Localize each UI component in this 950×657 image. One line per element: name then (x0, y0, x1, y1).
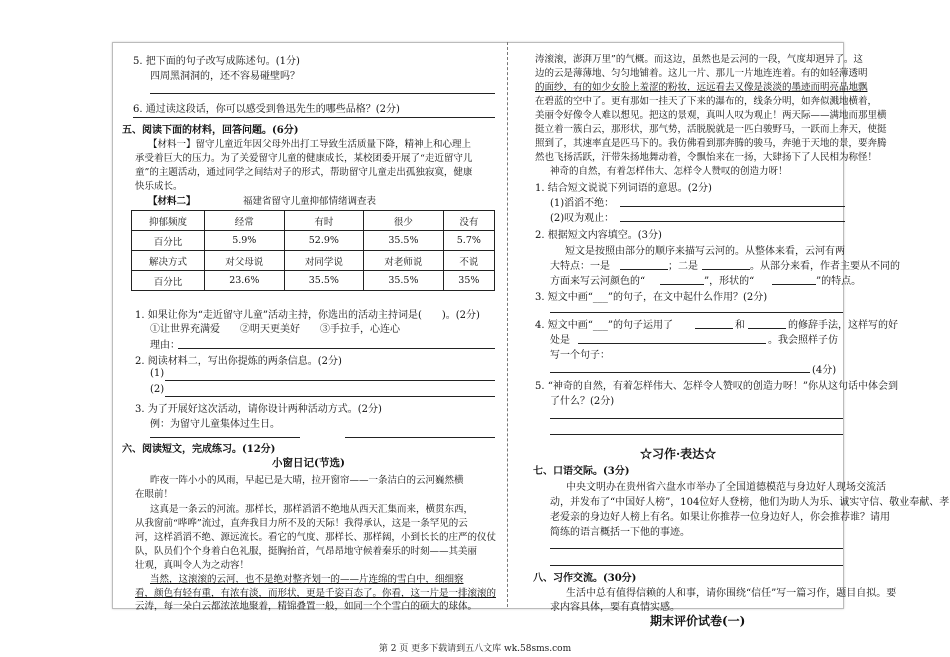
section-6-title: 六、阅读短文，完成练习。(12分) (122, 444, 276, 455)
question-4-part: 和 (735, 320, 745, 331)
question-5-line: 了什么？(2分) (550, 396, 615, 407)
answer-line[interactable] (133, 117, 495, 118)
story-line: 神奇的自然，有着怎样伟大、怎样令人赞叹的创造力呀！ (550, 166, 788, 177)
answer-label: (2) (150, 384, 165, 395)
table-cell: 35.5% (364, 271, 444, 291)
story-line-underlined: 看，颜色有轻有重，有浓有淡，而形状，更是千姿百态了。你看，这一片是一排滚滚的 (135, 588, 497, 599)
question-6: 6. 通过读这段话，你可以感受到鲁迅先生的哪些品格？(2分) (133, 104, 400, 115)
table-cell: 很少 (364, 211, 444, 231)
fill-in-line: 短文是按照由部分的顺序来描写云河的。从整体来看，云河有两 (565, 246, 845, 257)
material-1-line: 快乐成长。 (135, 181, 183, 192)
story-line: 然也飞扬活跃，汗带朱扬地舞动着，令飘怡来在一扬，大肆扬下了人民相为称怪！ (535, 152, 878, 163)
story-line-underlined: 的面纱，有的如少女脸上羞涩的粉妆，远远看去又像是淡淡的墨迹而明亮晶地飘 (535, 82, 868, 93)
table-row (132, 231, 495, 251)
answer-line[interactable] (550, 565, 843, 566)
fill-in-line: ；二是 (668, 261, 698, 272)
table-row-header: 抑郁频度 (132, 211, 205, 231)
section-7-line: 动，并发布了“中国好人榜”，104位好人登榜，他们为助人为乐、诚实守信、敬业奉献、孝 (550, 497, 950, 508)
story-line: 河，这样滔滔不绝、源远流长。看它的气度、那样长、那样阔，小到长长的庄严的仪仗 (135, 532, 497, 543)
table-cell: 5.9% (205, 231, 285, 251)
answer-line[interactable] (165, 396, 495, 397)
section-8-line: 求内容具体，要有真情实感。 (550, 602, 680, 613)
story-line: 美丽令好像令人难以想见。把这的景观，真叫人叹为观止！两天际——满地而那里横 (535, 110, 887, 121)
survey-table (131, 210, 495, 291)
question-2: 2. 阅读材料二，写出你提炼的两条信息。(2分) (135, 356, 342, 367)
table-row (132, 271, 495, 291)
answer-line[interactable] (550, 418, 843, 419)
story-line-underlined: 当然，这滚滚的云河，也不是绝对整齐划一的——片连绵的雪白中，细细察 (150, 574, 464, 585)
question-5: 5. 把下面的句子改写成陈述句。(1分) (133, 56, 300, 67)
table-cell: 52.9% (284, 231, 364, 251)
answer-line[interactable] (150, 437, 300, 438)
table-cell: 23.6% (205, 271, 285, 291)
table-cell: 经常 (205, 211, 285, 231)
section-8-line: 生活中总有值得信赖的人和事，请你围绕“信任”写一篇习作，题目自拟。要 (566, 588, 897, 599)
answer-line[interactable] (550, 548, 843, 549)
answer-line[interactable] (345, 437, 495, 438)
section-5-title: 五、阅读下面的材料，回答问题。(6分) (122, 125, 299, 136)
question-3: 3. 为了开展好这次活动，请你设计两种活动方式。(2分) (135, 404, 382, 415)
story-line: 这真是一条云的河流。那样长，那样滔滔不绝地从西天汇集而来，横贯东西， (150, 504, 474, 515)
question-4-part: 的修辞手法，这样写的好 (788, 320, 898, 331)
question-5-sentence: 四周黑洞洞的，还不容易碰壁吗？ (150, 71, 300, 82)
answer-line[interactable] (150, 93, 495, 94)
section-7-title: 七、口语交际。(3分) (533, 466, 630, 477)
exam-title: 期末评价试卷(一) (650, 614, 746, 628)
story-line: 涛滚滚，澎湃万里”的气概。而这边，虽然也是云河的一段，气度却迥异了。这 (535, 54, 863, 65)
section-7-line: 老爱亲的身边好人榜上有名。如果让你推荐一位身边好人，你会推荐谁？请用 (550, 512, 890, 523)
blank[interactable] (702, 269, 750, 270)
question-4-line: 。我会照样子仿 (768, 335, 838, 346)
story-line: 昨夜一阵小小的风雨，早起已是大晴，拉开窗帘——一条洁白的云河巍然横 (150, 475, 464, 486)
table-row-header: 解决方式 (132, 251, 205, 271)
page-fold-divider (507, 42, 508, 607)
section-banner: ☆习作·表达☆ (640, 447, 717, 461)
question-4-line: 写一个句子： (550, 350, 610, 361)
answer-line[interactable] (620, 221, 845, 222)
blank[interactable] (772, 284, 816, 285)
table-cell: 对父母说 (205, 251, 285, 271)
story-line: 边的云是薄薄地、匀匀地铺着。这儿一片、那儿一片地连连着。有的如轻薄透明 (535, 68, 868, 79)
table-cell: 35% (443, 271, 494, 291)
material-1-line: 【材料一】留守儿童近年因父母外出打工导致生活质量下降，精神上和心理上 (148, 139, 472, 150)
table-row-header: 百分比 (132, 231, 205, 251)
table-cell: 35.5% (284, 271, 364, 291)
question-5: 5. “神奇的自然，有着怎样伟大、怎样令人赞叹的创造力呀！”你从这句话中体会到 (535, 381, 898, 392)
fill-in-line: ”的特点。 (816, 276, 862, 287)
story-line: 照到了，其速率直是匹马下的。我仿佛看到那奔腾的骏马，奔驰于天地的景，要奔腾 (535, 138, 887, 149)
question-1-options: ①让世界充满爱 ②明天更美好 ③手拉手，心连心 (150, 324, 400, 335)
answer-line[interactable] (550, 434, 843, 435)
question-2: 2. 根据短文内容填空。(3分) (535, 230, 662, 241)
question-3-example: 例：为留守儿童集体过生日。 (150, 419, 280, 430)
material-1-line: 童”的主题活动，通过同学之间结对子的形式，帮助留守儿童走出孤独寂寞，健康 (135, 167, 473, 178)
question-1-a: (1)滔滔不绝： (550, 198, 615, 209)
table-row-header: 百分比 (132, 271, 205, 291)
blank[interactable] (748, 328, 786, 329)
fill-in-line: 方面来写云河颜色的“ (550, 276, 646, 287)
answer-line[interactable] (165, 380, 495, 381)
table-row (132, 211, 495, 231)
table-cell: 35.5% (364, 231, 444, 251)
answer-line[interactable] (550, 372, 810, 373)
material-1-line: 承受着巨大的压力。为了关爱留守儿童的健康成长，某校团委开展了“走近留守儿 (135, 153, 473, 164)
answer-line[interactable] (620, 206, 845, 207)
table-row (132, 251, 495, 271)
page-footer: 第 2 页 更多下载请到五八文库 wk.58sms.com (378, 644, 572, 654)
material-2-label: 【材料二】 (148, 196, 196, 207)
question-1: 1. 如果让你为“走近留守儿童”活动主持，你选出的活动主持词是( )。(2分) (135, 310, 480, 321)
question-1-b: (2)叹为观止： (550, 213, 615, 224)
story-line: 从我窗前“哗哗”流过，直奔我目力所不及的天际！我得承认，这是一条罕见的云 (135, 518, 468, 529)
fill-in-line: 。从部分来看，作者主要从不同的 (750, 261, 900, 272)
survey-table-title: 福建省留守儿童抑郁情绪调查表 (243, 196, 377, 207)
table-cell: 不说 (443, 251, 494, 271)
table-cell: 5.7% (443, 231, 494, 251)
story-line: 挺立着一簇白云，那形状，那气势，活脱脱就是一匹白骏野马，一跃而上奔天，使挺 (535, 124, 887, 135)
answer-line[interactable] (550, 312, 843, 313)
table-cell: 没有 (443, 211, 494, 231)
section-7-line: 中央文明办在贵州省六盘水市举办了全国道德模范与身边好人现场交流活 (566, 482, 886, 493)
story-line: 云涛，每一朵白云都浓浓地聚着，精锦叠置一般，如同一个个雪白的硕大的球体。 (135, 601, 478, 612)
section-7-line: 简练的语言概括一下他的事迹。 (550, 527, 690, 538)
reason-label: 理由： (150, 340, 180, 351)
blank[interactable] (660, 284, 704, 285)
question-4-line: 处是 (550, 335, 570, 346)
story-line: 队，队员们个个身着白色礼服，挺胸抬首，气昂昂地守候着秦乐的时刻——其美丽 (135, 546, 478, 557)
story-title: 小窗日记(节选) (272, 457, 345, 469)
question-4-score: (4分) (812, 365, 837, 376)
question-4: 4. 短文中画“___”的句子运用了 (535, 320, 673, 331)
answer-label: (1) (150, 368, 165, 379)
answer-line[interactable] (178, 348, 495, 349)
story-line: 在眼前！ (135, 489, 174, 500)
story-line: 壮观，真叫令人为之动容！ (135, 560, 250, 571)
question-3: 3. 短文中画“___”的句子，在文中起什么作用？(2分) (535, 292, 768, 303)
fill-in-line: 大特点：一是 (550, 261, 610, 272)
question-1: 1. 结合短文说说下列词语的意思。(2分) (535, 183, 712, 194)
fill-in-line: ”，形状的“ (704, 276, 755, 287)
blank[interactable] (578, 343, 766, 344)
section-8-title: 八、习作交流。(30分) (533, 573, 637, 584)
table-cell: 对同学说 (284, 251, 364, 271)
blank[interactable] (620, 269, 668, 270)
blank[interactable] (695, 328, 733, 329)
table-cell: 有时 (284, 211, 364, 231)
table-cell: 对老师说 (364, 251, 444, 271)
story-line: 在碧蓝的空中了。更有那如一挂天了下来的瀑布的，线条分明，如奔似溅地横着， (535, 96, 878, 107)
